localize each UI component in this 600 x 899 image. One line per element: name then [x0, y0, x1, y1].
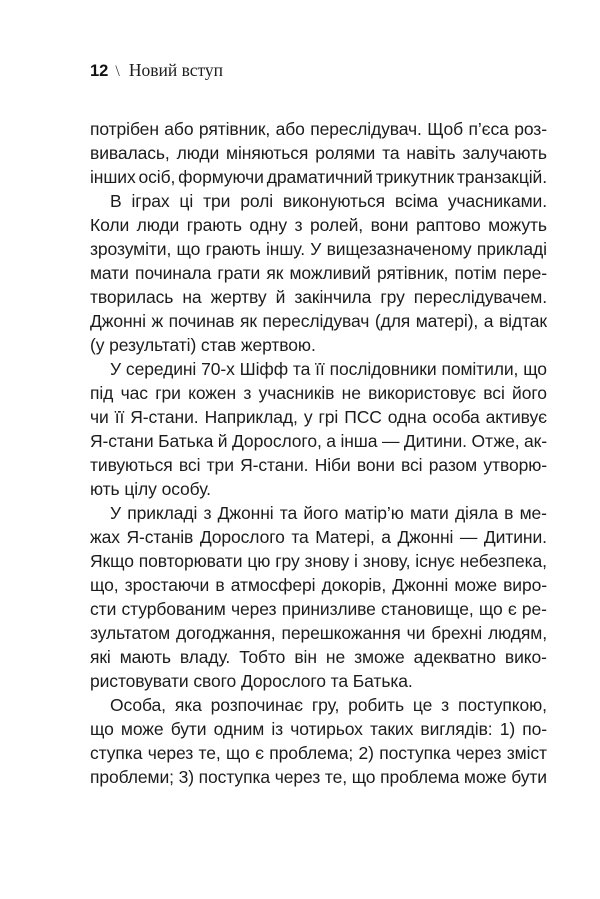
word: можуть	[488, 215, 547, 235]
word: починала	[134, 263, 212, 283]
word: можливий	[289, 263, 371, 283]
word: може	[120, 719, 164, 739]
word: його	[512, 383, 547, 403]
word: середині	[125, 359, 197, 379]
word: Дорослого	[199, 527, 285, 547]
word: формуючи	[178, 167, 264, 187]
word: що	[523, 359, 547, 379]
text-line	[90, 549, 547, 573]
text-line	[90, 429, 547, 453]
word: із	[271, 719, 284, 739]
word: одну	[249, 215, 287, 235]
word: яка	[174, 695, 202, 715]
text-line: ють цілу особу.	[90, 479, 211, 499]
word: повторювати	[138, 551, 243, 571]
word: Я-стани	[90, 431, 154, 451]
word: У	[110, 503, 122, 523]
word: Щоб	[427, 119, 464, 139]
text-line	[90, 573, 547, 597]
header-separator: \	[115, 63, 120, 80]
word: те,	[198, 743, 221, 763]
word: Наприклад,	[204, 407, 298, 427]
word: з	[294, 215, 303, 235]
word: Дитини.	[483, 527, 547, 547]
page-number: 12	[90, 62, 109, 80]
word: через	[230, 599, 277, 619]
word: її	[114, 407, 125, 427]
word: таких	[370, 719, 414, 739]
word: Тобто	[239, 647, 286, 667]
word: або	[164, 119, 194, 139]
word: Матері,	[315, 527, 375, 547]
word: є	[255, 743, 264, 763]
word: 3)	[178, 767, 194, 787]
word: У	[110, 359, 122, 379]
word: учасників	[258, 383, 335, 403]
text-line: (у результаті) став жертвою.	[90, 335, 316, 355]
word: зростаючи	[124, 575, 210, 595]
word: з	[441, 695, 450, 715]
word: атмосфері	[230, 575, 316, 595]
word: 70-х	[201, 359, 235, 379]
word: Я-стани.	[240, 455, 309, 475]
word: всі	[483, 383, 505, 403]
word: гру	[275, 551, 300, 571]
word: і	[354, 551, 358, 571]
word: матір’ю	[344, 503, 404, 523]
word: Ніби	[314, 455, 351, 475]
word: жертву	[210, 287, 267, 307]
word: ролі	[240, 191, 273, 211]
word: особа	[432, 407, 480, 427]
word: бути	[511, 767, 547, 787]
word: всі	[401, 455, 423, 475]
word: ме-	[519, 503, 547, 523]
word: ПСС	[344, 407, 382, 427]
word: людям,	[488, 623, 547, 643]
word: іншу.	[266, 239, 305, 259]
word: зрозуміти,	[90, 239, 172, 259]
word: грати	[217, 263, 261, 283]
text-line	[90, 189, 547, 213]
word: Я-станів	[126, 527, 194, 547]
word: рятівник,	[198, 119, 271, 139]
word: та	[291, 527, 309, 547]
word: чотирьох	[290, 719, 363, 739]
word: догоджання,	[175, 623, 276, 643]
word: кожен	[188, 383, 237, 403]
word: ці	[179, 191, 194, 211]
word: інша	[340, 431, 378, 451]
word: й	[275, 287, 286, 307]
word: на	[182, 287, 202, 307]
word: як	[239, 311, 257, 331]
word: може	[454, 575, 497, 595]
word: докорів,	[321, 575, 387, 595]
word: ре-	[521, 599, 547, 619]
word: тивуються	[90, 455, 173, 475]
text-line: ристовувати свого Дорослого та Батька.	[90, 671, 413, 691]
word: становище,	[381, 599, 474, 619]
text-line	[90, 645, 547, 669]
word: поступкою,	[457, 695, 547, 715]
word: виро-	[503, 575, 547, 595]
word: переслідувач	[262, 311, 370, 331]
word: з	[203, 503, 212, 523]
word: починав	[168, 311, 235, 331]
word: що	[226, 743, 250, 763]
word: помітили,	[441, 359, 519, 379]
text-line	[90, 741, 547, 765]
word: ак-	[524, 431, 547, 451]
word: які	[90, 647, 111, 667]
word: творилась	[90, 287, 174, 307]
word: Джонні	[392, 575, 449, 595]
word: активує	[485, 407, 547, 427]
word: матері),	[415, 311, 479, 331]
word: —	[459, 527, 478, 547]
text-line	[90, 357, 547, 381]
word: що	[176, 239, 201, 259]
word: виконуються	[282, 191, 385, 211]
body-text	[90, 117, 547, 789]
word: Шіфф	[239, 359, 288, 379]
word: що	[90, 719, 114, 739]
word: роз-	[514, 119, 547, 139]
word: учасниками.	[447, 191, 547, 211]
text-line	[90, 693, 547, 717]
word: а	[326, 431, 336, 451]
text-line	[90, 165, 547, 189]
word: час	[120, 383, 148, 403]
word: він	[294, 647, 317, 667]
word: знову,	[362, 551, 411, 571]
word: діяла	[454, 503, 498, 523]
word: знову	[304, 551, 350, 571]
running-header	[90, 60, 547, 82]
word: переслідувачем.	[413, 287, 547, 307]
word: жах	[90, 527, 120, 547]
word: вико-	[504, 647, 547, 667]
word: чи	[406, 623, 426, 643]
word: та	[292, 359, 311, 379]
text-line	[90, 309, 547, 333]
word: не	[341, 383, 361, 403]
word: міняються	[226, 143, 309, 163]
text-line	[90, 525, 547, 549]
word: трикутник	[375, 167, 455, 187]
word: поступка	[379, 743, 451, 763]
word: одна	[387, 407, 427, 427]
word: його	[303, 503, 339, 523]
word: її	[315, 359, 325, 379]
word: через	[147, 743, 194, 763]
word: інших	[90, 167, 136, 187]
text-line	[90, 141, 547, 165]
word: що,	[90, 575, 119, 595]
word: люди	[176, 143, 220, 163]
word: те,	[324, 767, 347, 787]
word: навіть	[406, 143, 456, 163]
text-line	[90, 597, 547, 621]
word: розпочинає	[210, 695, 303, 715]
word: та	[382, 143, 400, 163]
word: по-	[522, 719, 547, 739]
word: переслідувач.	[310, 119, 422, 139]
word: проблема;	[269, 743, 354, 763]
word: або	[275, 119, 305, 139]
word: через	[455, 743, 502, 763]
word: утворю-	[483, 455, 547, 475]
word: як	[266, 263, 284, 283]
text-line	[90, 717, 547, 741]
word: у	[303, 407, 313, 427]
word: одним	[213, 719, 265, 739]
text-line	[90, 501, 547, 525]
word: В	[110, 191, 122, 211]
word: люди	[136, 215, 180, 235]
word: робить	[348, 695, 404, 715]
word: три	[203, 191, 231, 211]
word: грі	[318, 407, 339, 427]
word: 1)	[499, 719, 516, 739]
word: перешкожання	[281, 623, 401, 643]
word: мати	[90, 263, 129, 283]
word: й	[217, 431, 228, 451]
word: не	[325, 647, 346, 667]
word: є	[507, 599, 517, 619]
word: три	[206, 455, 234, 475]
word: ж	[151, 311, 164, 331]
word: іграх	[131, 191, 170, 211]
word: драматичний	[266, 167, 373, 187]
word: поступка	[198, 767, 271, 787]
word: зультатом	[90, 623, 171, 643]
word: вони	[370, 215, 409, 235]
word: існує	[415, 551, 455, 571]
word: Батька	[158, 431, 214, 451]
word: ролями	[315, 143, 376, 163]
word: прикладі	[476, 239, 547, 259]
word: брехні	[431, 623, 483, 643]
word: Джонні	[90, 311, 146, 331]
text-line	[90, 765, 547, 789]
word: пере-	[502, 263, 547, 283]
word: під	[90, 383, 114, 403]
word: відтак	[498, 311, 547, 331]
word: проблема	[380, 767, 460, 787]
word: використовує	[368, 383, 476, 403]
word: зможе	[354, 647, 405, 667]
word: гру	[380, 287, 405, 307]
word: вищезазначеному	[326, 239, 472, 259]
word: а	[381, 527, 391, 547]
word: адекватно	[413, 647, 496, 667]
word: Дорослого,	[231, 431, 322, 451]
word: небезпека,	[459, 551, 547, 571]
word: всіма	[394, 191, 438, 211]
word: сти	[90, 599, 117, 619]
word: через	[274, 767, 321, 787]
word: Дитини.	[403, 431, 467, 451]
word: проблеми;	[90, 767, 174, 787]
word: закінчила	[294, 287, 372, 307]
text-line	[90, 381, 547, 405]
word: разом	[428, 455, 478, 475]
word: ролей,	[309, 215, 364, 235]
word: Коли	[90, 215, 130, 235]
word: може	[463, 767, 507, 787]
word: бути	[170, 719, 207, 739]
word: гру,	[311, 695, 340, 715]
word: послідовники	[329, 359, 437, 379]
word: —	[381, 431, 400, 451]
word: мати	[409, 503, 449, 523]
word: осіб,	[138, 167, 176, 187]
word: в	[504, 503, 514, 523]
word: в	[215, 575, 225, 595]
text-line	[90, 237, 547, 261]
word: ступка	[90, 743, 143, 763]
text-line	[90, 621, 547, 645]
text-line	[90, 213, 547, 237]
word: що	[351, 767, 376, 787]
text-line	[90, 117, 547, 141]
word: та	[279, 503, 298, 523]
word: вивалась,	[90, 143, 170, 163]
word: транзакцій.	[456, 167, 547, 187]
word: (для	[374, 311, 411, 331]
word: залучають	[462, 143, 547, 163]
word: потім	[454, 263, 497, 283]
word: зміст	[506, 743, 547, 763]
word: грають	[186, 215, 242, 235]
word: грають	[205, 239, 261, 259]
word: раптово	[415, 215, 481, 235]
word: потрібен	[90, 119, 159, 139]
word: принизливе	[281, 599, 376, 619]
word: рятівник,	[377, 263, 449, 283]
word: чи	[90, 407, 109, 427]
word: вони	[356, 455, 395, 475]
word: мають	[119, 647, 171, 667]
word: Джонні	[397, 527, 454, 547]
word: всі	[178, 455, 201, 475]
word: з	[243, 383, 252, 403]
word: п’єса	[468, 119, 509, 139]
word: Якщо	[90, 551, 134, 571]
word: це	[412, 695, 433, 715]
word: цю	[247, 551, 271, 571]
text-line	[90, 261, 547, 285]
text-line	[90, 285, 547, 309]
word: гри	[155, 383, 181, 403]
word: що	[478, 599, 503, 619]
word: У	[310, 239, 322, 259]
word: Особа,	[110, 695, 166, 715]
word: Джонні	[217, 503, 274, 523]
chapter-title: Новий вступ	[128, 60, 224, 80]
word: Отже,	[471, 431, 520, 451]
word: 2)	[358, 743, 374, 763]
word: Я-стани.	[130, 407, 199, 427]
word: виглядів:	[420, 719, 493, 739]
text-line	[90, 405, 547, 429]
text-line	[90, 453, 547, 477]
word: а	[483, 311, 494, 331]
word: прикладі	[127, 503, 198, 523]
word: владу.	[179, 647, 231, 667]
word: стурбованим	[121, 599, 226, 619]
